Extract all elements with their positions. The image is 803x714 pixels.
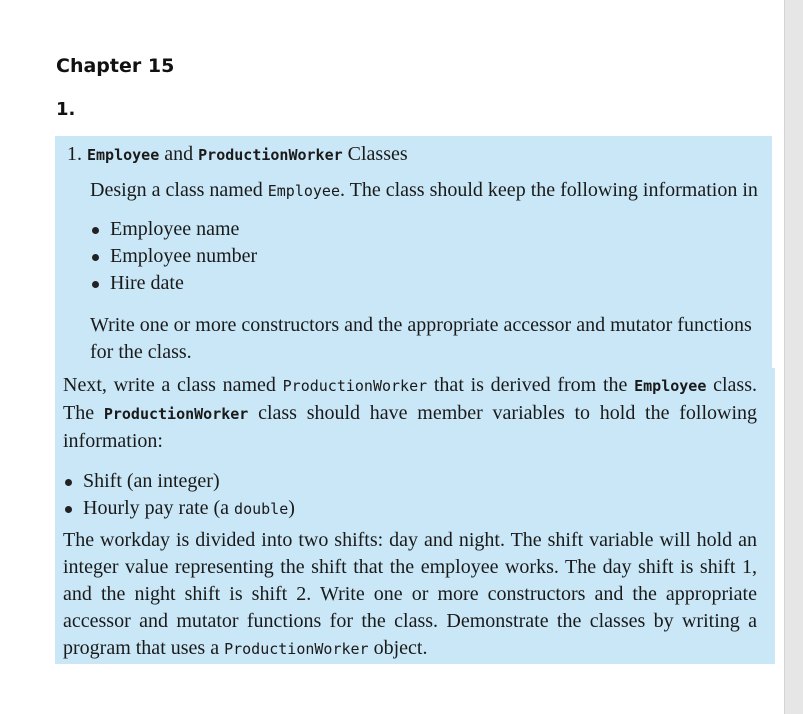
constructors-paragraph: Write one or more constructors and the appropriate accessor and mutator functions for the class. <box>90 314 752 363</box>
pay-text-after: ) <box>288 497 295 519</box>
pay-text-before: Hourly pay rate (a <box>83 497 235 519</box>
next-code-employee: Employee <box>634 377 707 395</box>
next-text-2: that is derived from the <box>427 374 635 396</box>
workday-text: The workday is divided into two shifts: day and night. The shift variable will hold an integer value representing the shift that the employee works. The day shift is shift 1, and the night shift is shift 2. Write one or more constructors and the appropriate accessor and mutator functions for the class. Demonstrate the classes by writing a program that uses a <box>63 529 757 659</box>
worker-fields-list <box>63 468 295 523</box>
workday-paragraph <box>63 527 757 663</box>
heading-class-employee: Employee <box>87 146 160 164</box>
chapter-title: Chapter 15 <box>56 55 175 77</box>
problem-excerpt-top <box>55 136 772 368</box>
intro-text-before: Design a class named <box>90 179 268 201</box>
list-item: Shift (an integer) <box>63 468 295 495</box>
intro-paragraph <box>90 176 770 205</box>
problem-heading-number: 1. <box>67 143 82 165</box>
problem-excerpt-bottom <box>55 368 775 664</box>
workday-end: object. <box>368 637 428 659</box>
list-item: Employee number <box>90 243 257 270</box>
list-item: Employee name <box>90 216 257 243</box>
next-code-productionworker-2: ProductionWorker <box>103 405 249 423</box>
list-item: Hire date <box>90 270 257 297</box>
next-text-3: class. The <box>63 374 757 424</box>
pay-code-double: double <box>234 500 289 518</box>
heading-class-productionworker: ProductionWorker <box>198 146 343 164</box>
next-paragraph <box>63 372 757 455</box>
heading-and: and <box>164 143 194 165</box>
employee-fields-list <box>90 216 257 297</box>
workday-code-productionworker: ProductionWorker <box>224 640 369 658</box>
list-item <box>63 495 295 523</box>
intro-text-after: . The class should keep the following information in <box>339 179 758 201</box>
problem-heading <box>67 143 408 166</box>
vertical-scrollbar[interactable] <box>784 0 803 714</box>
next-text-1: Next, write a class named <box>63 374 283 396</box>
next-code-productionworker: ProductionWorker <box>282 377 428 395</box>
next-text-4: class should have member variables to hold the following information: <box>63 402 758 452</box>
intro-code-employee: Employee <box>267 182 340 200</box>
question-number: 1. <box>56 99 76 120</box>
heading-suffix: Classes <box>347 143 408 165</box>
